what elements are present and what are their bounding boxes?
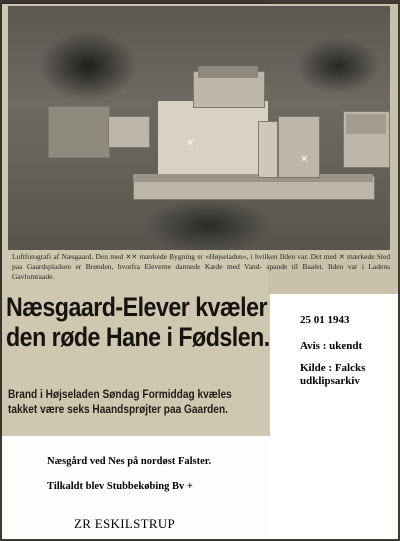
note-location: Næsgård ved Nes på nordøst Falster. <box>47 456 212 467</box>
subhead-line-1: Brand i Højseladen Søndag Formiddag kvæles <box>8 389 232 401</box>
headline <box>6 292 270 352</box>
subheadline <box>8 388 239 418</box>
caption-text-3: spande til Baalet. Ilden var i Ladens Gavlomraade. <box>12 262 391 281</box>
note-kilde-archive: udklipsarkiv <box>300 375 360 387</box>
note-date: 25 01 1943 <box>300 314 350 326</box>
photo-caption <box>12 252 390 294</box>
headline-line-1: Næsgaard-Elever kvæler <box>6 292 267 322</box>
caption-text-1b: mærkede Bygning er »Højseladen«, i hvilken Ilden var. <box>139 252 309 261</box>
subhead-line-2: takket være seks Haandsprøjter paa Gaarden. <box>8 404 228 416</box>
caption-text-1c: Det <box>310 252 322 261</box>
note-dispatch: Tilkaldt blev Stubbekøbing Bv + <box>47 481 193 492</box>
note-station: ZR ESKILSTRUP <box>74 516 176 531</box>
aerial-photo <box>8 6 390 250</box>
fire-mark-icon: ✕ <box>186 138 195 149</box>
headline-line-2: den røde Hane i Fødslen. <box>6 322 270 352</box>
archive-note-bottom <box>2 436 270 539</box>
caption-text-2b: mærkede Sted paa Gaardspladsen er Brønden, hvorfra Eleverne dannede Kæde med Vand- <box>12 252 391 271</box>
caption-text-2a: med <box>323 252 337 261</box>
double-x-icon: ✕✕ <box>125 253 138 261</box>
archive-note-right <box>270 294 398 539</box>
note-avis: Avis : ukendt <box>300 340 363 352</box>
well-mark-icon: ✕ <box>300 154 309 165</box>
x-icon: ✕ <box>338 253 345 261</box>
caption-text-1: Luftfotografi af Næsgaard. Den med <box>12 252 124 261</box>
note-kilde: Kilde : Falcks <box>300 362 366 374</box>
